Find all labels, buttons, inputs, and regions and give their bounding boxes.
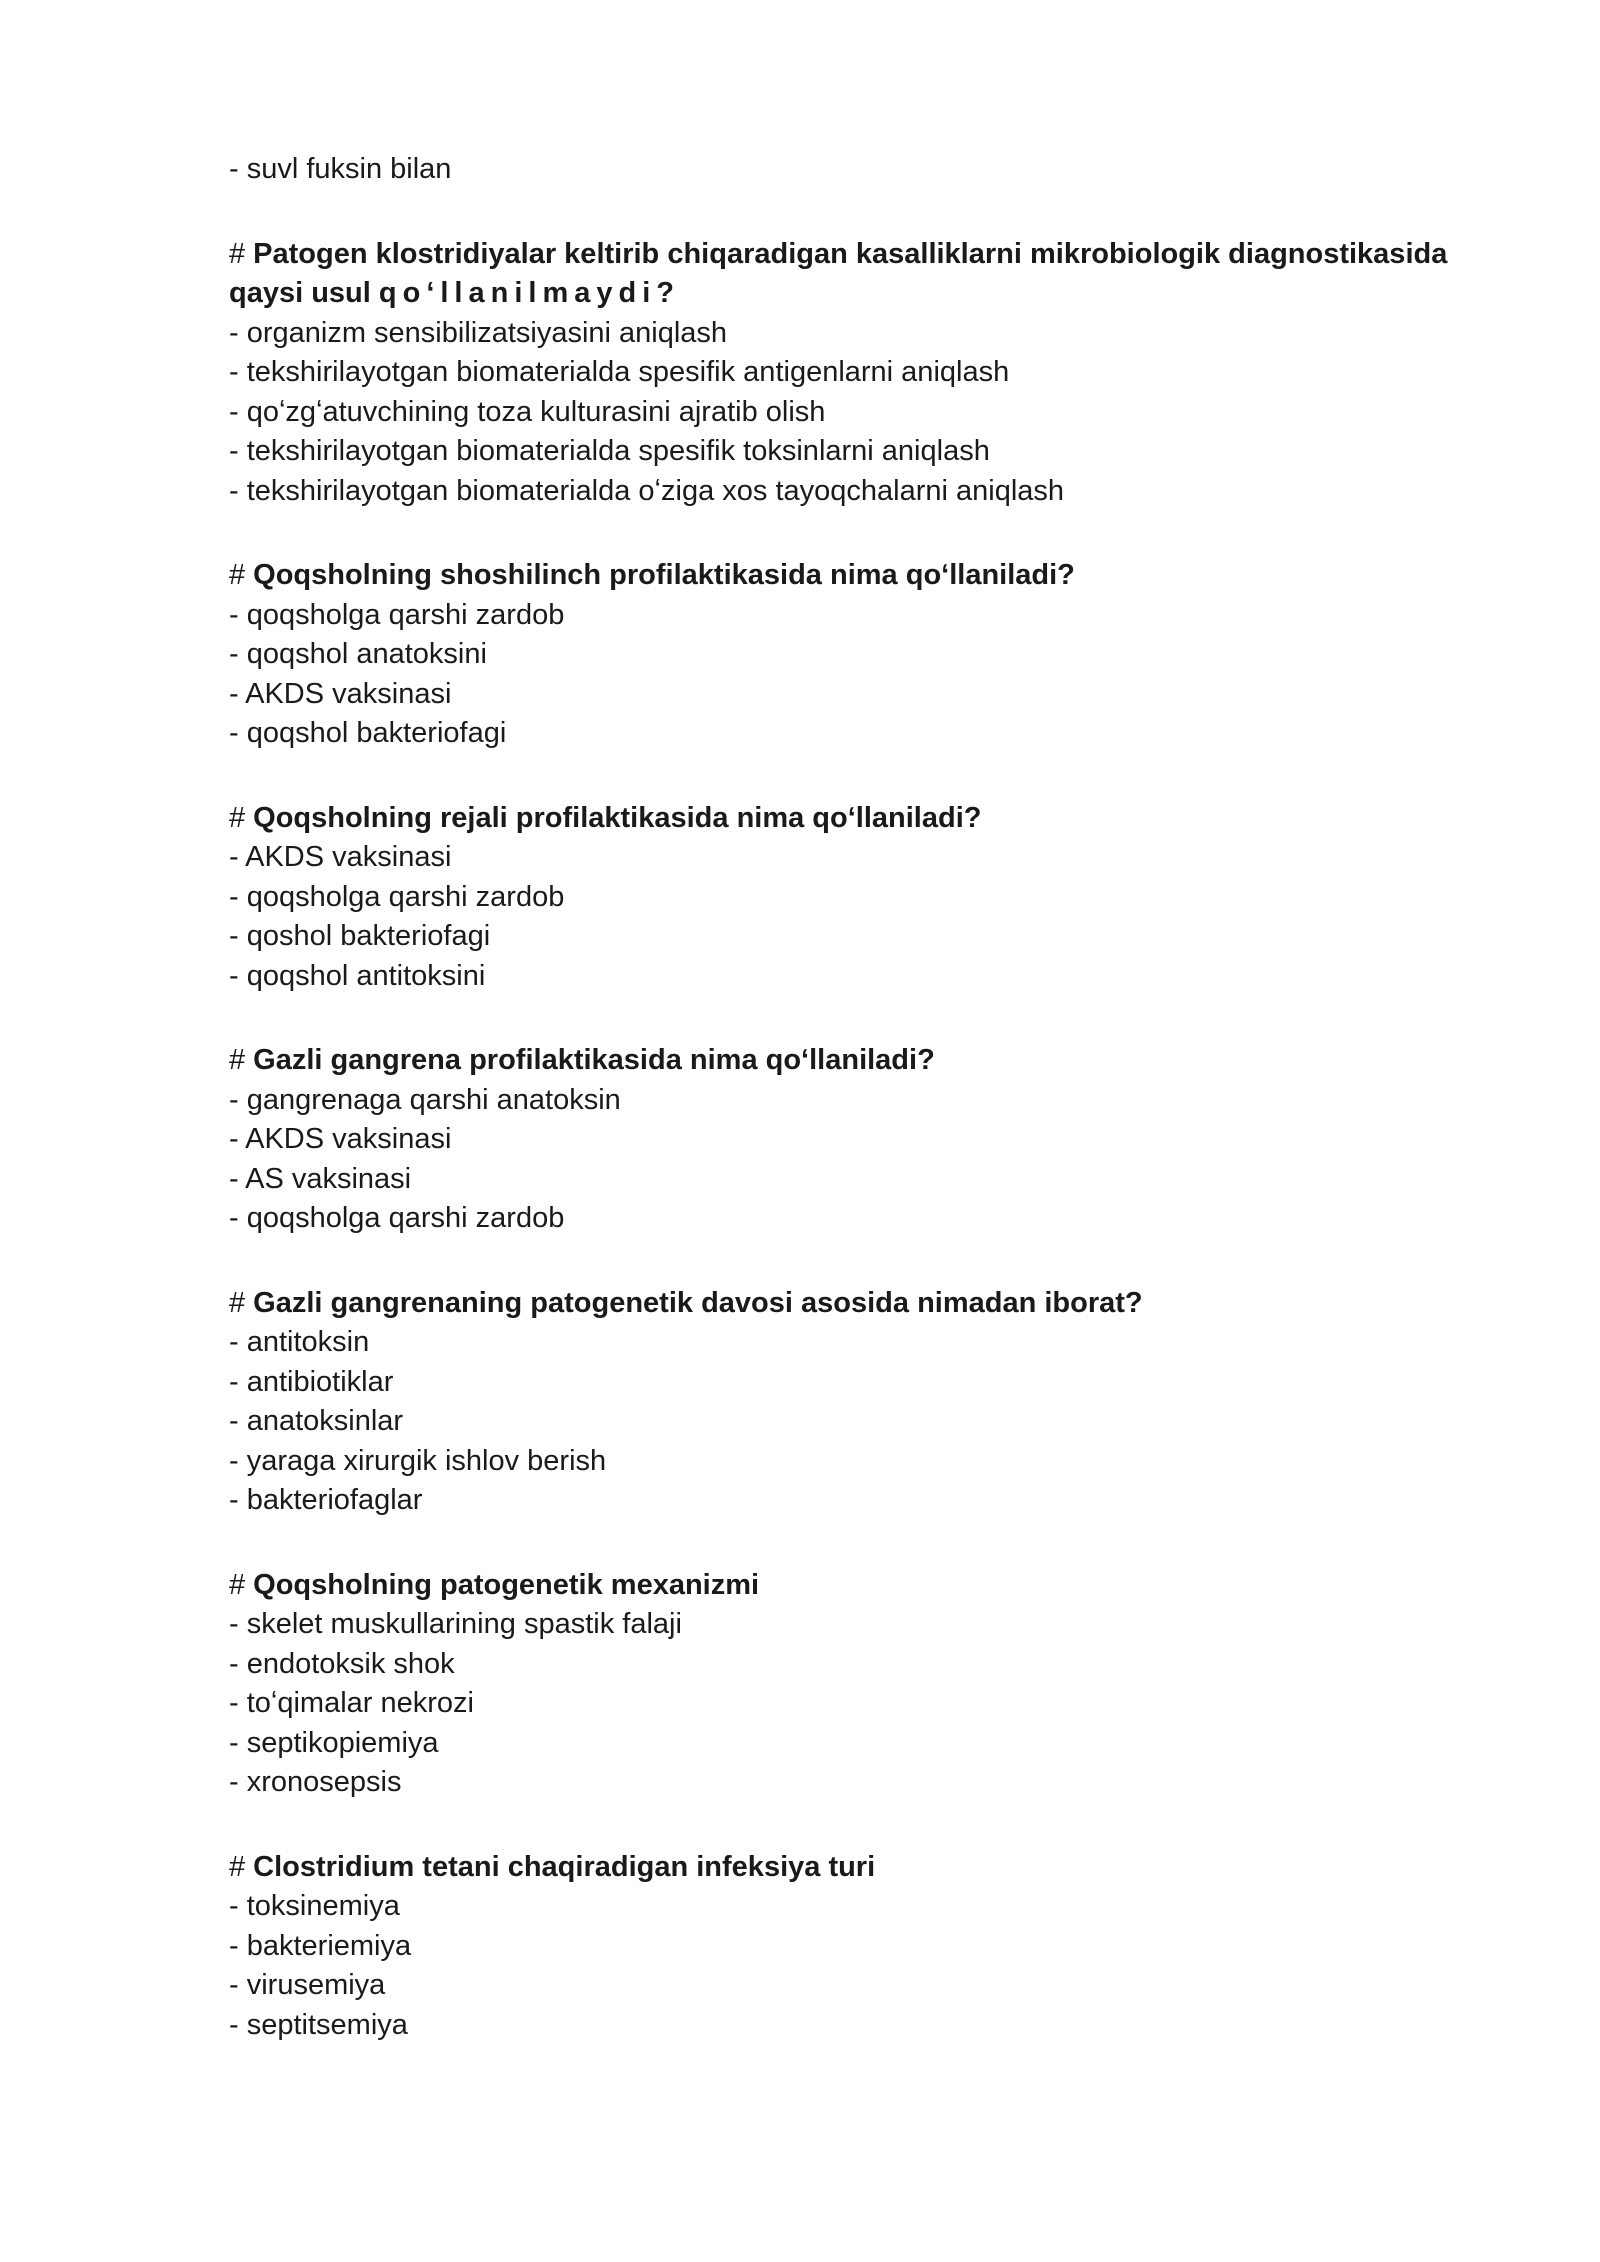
option: - anatoksinlar <box>229 1405 404 1437</box>
question-3-heading <box>229 799 1489 839</box>
question-block-4 <box>229 1041 1489 1239</box>
question-text: Gazli gangrenaning patogenetik davosi asosida nimadan iborat? <box>253 1286 1143 1319</box>
question-marker: # <box>229 237 246 270</box>
question-block-1 <box>229 235 1489 512</box>
question-text: Qoqsholning rejali profilaktikasida nima qoʻllaniladi? <box>253 801 982 834</box>
option: - tekshirilayotgan biomaterialda spesifik antigenlarni aniqlash <box>229 356 1010 388</box>
option: - septitsemiya <box>229 2008 408 2041</box>
option: - endotoksik shok <box>229 1647 455 1680</box>
option: - tekshirilayotgan biomaterialda oʻziga xos tayoqchalarni aniqlash <box>229 474 1065 507</box>
option: - toksinemiya <box>229 1890 400 1922</box>
question-6-heading <box>229 1566 1489 1606</box>
option: - antitoksin <box>229 1326 370 1358</box>
question-marker: # <box>229 1568 246 1601</box>
option: - qoqsholga qarshi zardob <box>229 1202 565 1234</box>
question-block-6 <box>229 1566 1489 1803</box>
question-text: Clostridium tetani chaqiradigan infeksiya turi <box>253 1850 876 1883</box>
intro-option: - suvl fuksin bilan <box>229 153 452 185</box>
option: - skelet muskullarining spastik falaji <box>229 1608 682 1640</box>
option: - antibiotiklar <box>229 1365 394 1398</box>
question-marker: # <box>229 1850 246 1883</box>
question-text: Qoqsholning patogenetik mexanizmi <box>253 1568 760 1601</box>
option: - xronosepsis <box>229 1766 402 1798</box>
option: - qoqshol anatoksini <box>229 638 487 670</box>
question-block-5 <box>229 1284 1489 1521</box>
question-block-7 <box>229 1848 1489 2046</box>
question-7-heading <box>229 1848 1489 1888</box>
option: - bakteriemiya <box>229 1929 412 1962</box>
option: - organizm sensibilizatsiyasini aniqlash <box>229 316 728 349</box>
option: - AKDS vaksinasi <box>229 677 452 710</box>
option: - AS vaksinasi <box>229 1162 412 1195</box>
option: - qoqshol bakteriofagi <box>229 717 507 749</box>
question-2-heading <box>229 556 1489 596</box>
question-text: Gazli gangrena profilaktikasida nima qoʻllaniladi? <box>253 1044 935 1076</box>
question-1-heading <box>229 235 1489 314</box>
question-marker: # <box>229 801 246 834</box>
option: - septikopiemiya <box>229 1726 439 1759</box>
document-page <box>229 150 1489 2045</box>
question-block-2 <box>229 556 1489 754</box>
question-5-heading <box>229 1284 1489 1324</box>
option: - yaraga xirurgik ishlov berish <box>229 1444 607 1477</box>
question-marker: # <box>229 559 246 591</box>
option: - virusemiya <box>229 1969 386 2001</box>
question-emphasis: qo‘llanilmaydi? <box>378 277 680 309</box>
question-marker: # <box>229 1044 246 1076</box>
option: - qoshol bakteriofagi <box>229 920 491 952</box>
option: - tekshirilayotgan biomaterialda spesifik toksinlarni aniqlash <box>229 435 990 467</box>
question-text: Patogen klostridiyalar keltirib chiqaradigan kasalliklarni mikrobiologik diagnostikasida qaysi usul <box>229 237 1448 309</box>
question-marker: # <box>229 1286 246 1319</box>
option: - toʻqimalar nekrozi <box>229 1687 474 1719</box>
option: - gangrenaga qarshi anatoksin <box>229 1083 621 1116</box>
option: - qoʻzgʻatuvchining toza kulturasini ajratib olish <box>229 395 826 428</box>
question-4-heading <box>229 1041 1489 1081</box>
question-text: Qoqsholning shoshilinch profilaktikasida nima qoʻllaniladi? <box>253 559 1075 591</box>
option: - bakteriofaglar <box>229 1484 423 1516</box>
option: - qoqsholga qarshi zardob <box>229 598 565 631</box>
option: - AKDS vaksinasi <box>229 841 452 873</box>
option: - AKDS vaksinasi <box>229 1123 452 1155</box>
question-block-3 <box>229 799 1489 997</box>
option: - qoqshol antitoksini <box>229 959 486 992</box>
option: - qoqsholga qarshi zardob <box>229 880 565 913</box>
